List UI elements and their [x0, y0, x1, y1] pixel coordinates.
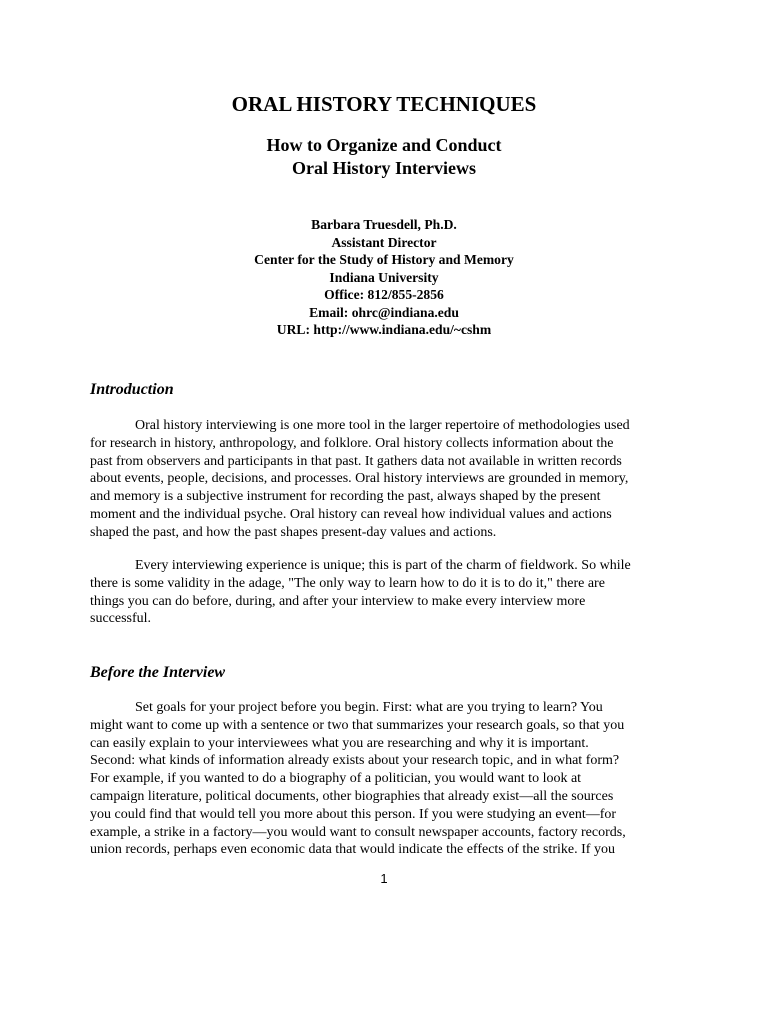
- text-line: campaign literature, political documents, other biographies that already exist—all the sources: [90, 788, 614, 804]
- text-line: Oral history interviewing is one more tool in the larger repertoire of methodologies used: [135, 418, 630, 433]
- before-interview-paragraph-1: [90, 699, 680, 859]
- page-number: 1: [380, 871, 388, 886]
- text-line: successful.: [90, 611, 152, 627]
- document-subtitle: [0, 134, 768, 180]
- section-heading-introduction: Introduction: [90, 381, 174, 398]
- document-title: ORAL HISTORY TECHNIQUES: [231, 92, 537, 116]
- author-url: URL: http://www.indiana.edu/~cshm: [276, 322, 492, 337]
- author-name: Barbara Truesdell, Ph.D.: [311, 217, 457, 232]
- author-block: [0, 216, 768, 339]
- section-heading-before-the-interview: Before the Interview: [90, 664, 226, 681]
- text-line: Second: what kinds of information already exists about your research topic, and in what form?: [90, 753, 620, 769]
- text-line: there is some validity in the adage, "The only way to learn how to do it is to do it," there are: [90, 575, 605, 591]
- text-line: union records, perhaps even economic data that would indicate the effects of the strike. If you: [90, 842, 615, 858]
- text-line: can easily explain to your interviewees what you are researching and why it is important.: [90, 735, 589, 751]
- text-line: shaped the past, and how the past shapes present-day values and actions.: [90, 524, 497, 540]
- text-line: For example, if you wanted to do a biography of a politician, you would want to look at: [90, 771, 582, 787]
- author-institution: Indiana University: [329, 269, 439, 285]
- text-line: you could find that would tell you more about this person. If you were studying an event—for: [90, 806, 617, 822]
- author-email: Email: ohrc@indiana.edu: [309, 304, 459, 320]
- text-line: about events, people, decisions, and processes. Oral history interviews are grounded in memory,: [90, 471, 629, 487]
- text-line: things you can do before, during, and after your interview to make every interview more: [90, 593, 586, 609]
- introduction-paragraph-1: [90, 417, 680, 542]
- text-line: Set goals for your project before you begin. First: what are you trying to learn? You: [135, 700, 603, 715]
- text-line: example, a strike in a factory—you would want to consult newspaper accounts, factory records,: [90, 824, 626, 840]
- subtitle-line: How to Organize and Conduct: [266, 135, 502, 155]
- text-line: and memory is a subjective instrument for recording the past, always shaped by the present: [90, 489, 601, 505]
- author-organization: Center for the Study of History and Memory: [254, 252, 514, 267]
- introduction-paragraph-2: [90, 557, 680, 628]
- author-position: Assistant Director: [331, 234, 437, 250]
- text-line: might want to come up with a sentence or two that summarizes your research goals, so that you: [90, 717, 625, 733]
- text-line: moment and the individual psyche. Oral history can reveal how individual values and actions: [90, 506, 612, 522]
- text-line: Every interviewing experience is unique; this is part of the charm of fieldwork. So while: [135, 558, 631, 573]
- text-line: past from observers and participants in that past. It gathers data not available in written records: [90, 453, 622, 469]
- subtitle-line: Oral History Interviews: [292, 158, 476, 178]
- text-line: for research in history, anthropology, and folklore. Oral history collects information about the: [90, 435, 614, 451]
- author-office-phone: Office: 812/855-2856: [324, 287, 444, 302]
